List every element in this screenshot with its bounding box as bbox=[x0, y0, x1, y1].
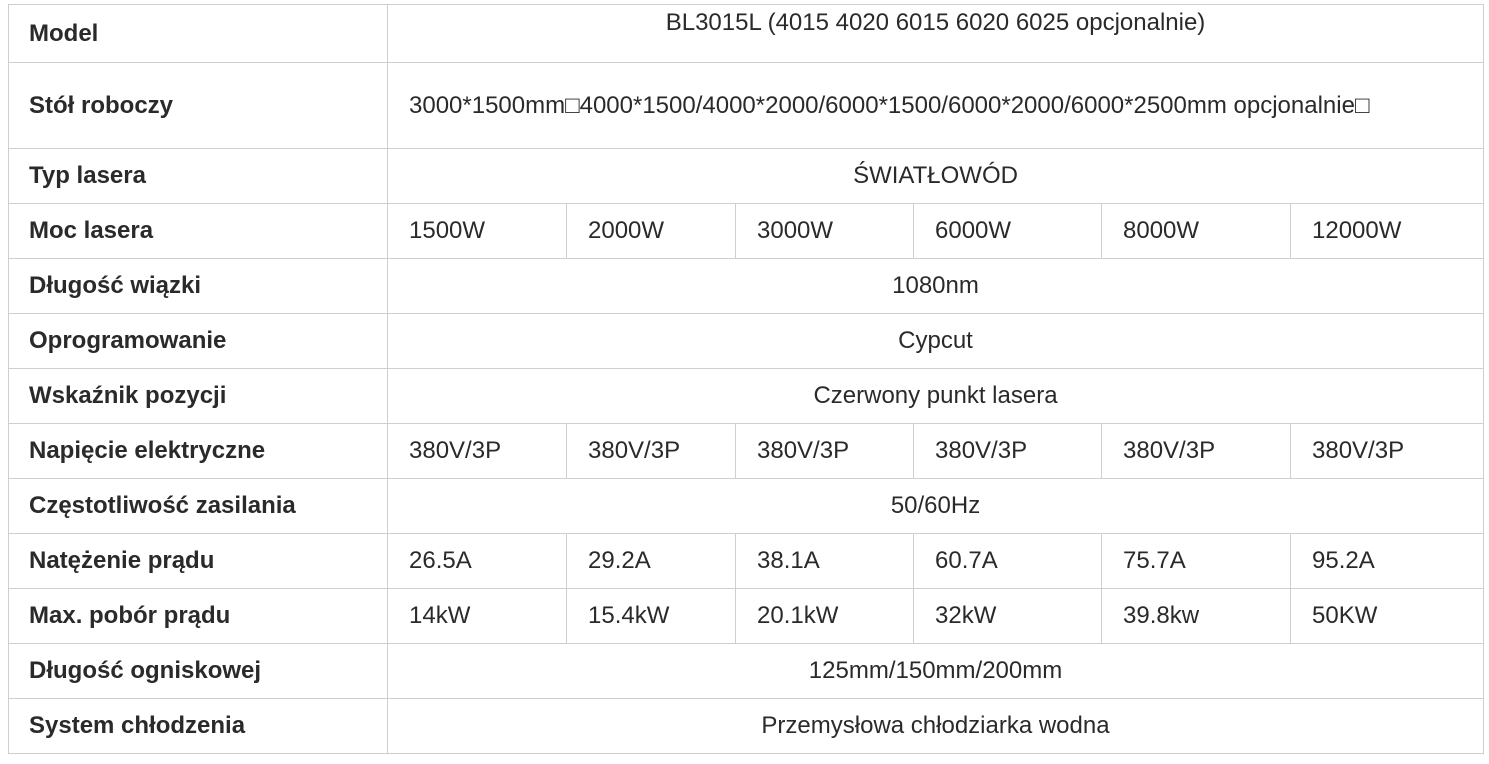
table-cell: 26.5A bbox=[388, 534, 567, 589]
row-value: ŚWIATŁOWÓD bbox=[388, 149, 1484, 204]
row-label: Moc lasera bbox=[9, 204, 388, 259]
row-label: Max. pobór prądu bbox=[9, 589, 388, 644]
row-label: Oprogramowanie bbox=[9, 314, 388, 369]
table-cell: 6000W bbox=[914, 204, 1102, 259]
table-cell: 38.1A bbox=[736, 534, 914, 589]
table-cell: 20.1kW bbox=[736, 589, 914, 644]
table-cell: 380V/3P bbox=[1102, 424, 1291, 479]
table-cell: 39.8kw bbox=[1102, 589, 1291, 644]
table-cell: 75.7A bbox=[1102, 534, 1291, 589]
table-cell: 1500W bbox=[388, 204, 567, 259]
row-value: 125mm/150mm/200mm bbox=[388, 644, 1484, 699]
row-frequency bbox=[9, 479, 1484, 534]
table-cell: 95.2A bbox=[1291, 534, 1484, 589]
row-label: Natężenie prądu bbox=[9, 534, 388, 589]
table-cell: 29.2A bbox=[567, 534, 736, 589]
row-value: Czerwony punkt lasera bbox=[388, 369, 1484, 424]
row-max-power-draw bbox=[9, 589, 1484, 644]
table-cell: 380V/3P bbox=[388, 424, 567, 479]
row-model bbox=[9, 5, 1484, 63]
table-cell: 380V/3P bbox=[1291, 424, 1484, 479]
table-cell: 3000W bbox=[736, 204, 914, 259]
row-label: Długość ogniskowej bbox=[9, 644, 388, 699]
table-cell: 50KW bbox=[1291, 589, 1484, 644]
row-work-table bbox=[9, 63, 1484, 149]
table-cell: 15.4kW bbox=[567, 589, 736, 644]
spec-table bbox=[8, 4, 1484, 754]
table-cell: 2000W bbox=[567, 204, 736, 259]
table-cell: 380V/3P bbox=[736, 424, 914, 479]
table-cell: 14kW bbox=[388, 589, 567, 644]
row-label: Długość wiązki bbox=[9, 259, 388, 314]
row-value: 3000*1500mm□4000*1500/4000*2000/6000*1500/6000*2000/6000*2500mm opcjonalnie□ bbox=[388, 63, 1484, 149]
table-cell: 380V/3P bbox=[914, 424, 1102, 479]
table-cell: 8000W bbox=[1102, 204, 1291, 259]
table-cell: 12000W bbox=[1291, 204, 1484, 259]
row-current bbox=[9, 534, 1484, 589]
row-label: Wskaźnik pozycji bbox=[9, 369, 388, 424]
row-value: BL3015L (4015 4020 6015 6020 6025 opcjonalnie) bbox=[388, 5, 1484, 63]
row-value: 50/60Hz bbox=[388, 479, 1484, 534]
row-position-indicator bbox=[9, 369, 1484, 424]
row-laser-type bbox=[9, 149, 1484, 204]
row-laser-power bbox=[9, 204, 1484, 259]
row-voltage bbox=[9, 424, 1484, 479]
row-label: Typ lasera bbox=[9, 149, 388, 204]
row-cooling-system bbox=[9, 699, 1484, 754]
table-cell: 32kW bbox=[914, 589, 1102, 644]
row-value: 1080nm bbox=[388, 259, 1484, 314]
table-cell: 380V/3P bbox=[567, 424, 736, 479]
table-cell: 60.7A bbox=[914, 534, 1102, 589]
row-label: Częstotliwość zasilania bbox=[9, 479, 388, 534]
row-label: System chłodzenia bbox=[9, 699, 388, 754]
row-value: Przemysłowa chłodziarka wodna bbox=[388, 699, 1484, 754]
row-label: Stół roboczy bbox=[9, 63, 388, 149]
row-focal-length bbox=[9, 644, 1484, 699]
row-label: Napięcie elektryczne bbox=[9, 424, 388, 479]
row-wavelength bbox=[9, 259, 1484, 314]
row-software bbox=[9, 314, 1484, 369]
row-value: Cypcut bbox=[388, 314, 1484, 369]
row-label: Model bbox=[9, 5, 388, 63]
